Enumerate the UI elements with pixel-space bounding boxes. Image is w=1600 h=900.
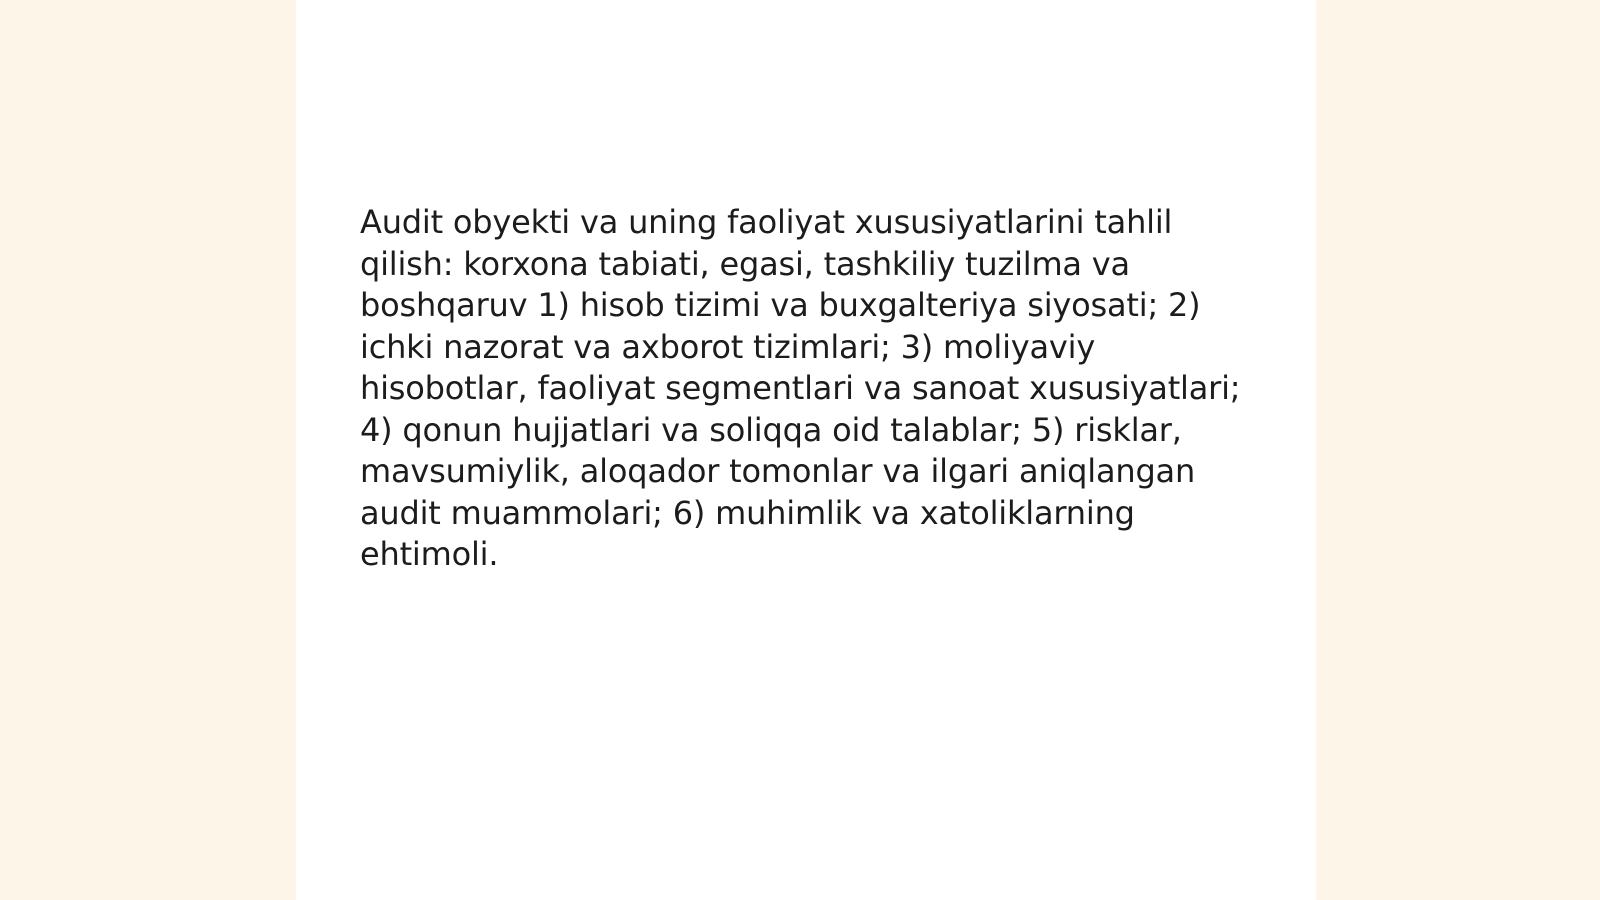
slide-canvas xyxy=(296,0,1316,900)
slide-body-text: Audit obyekti va uning faoliyat xususiyatlarini tahlil qilish: korxona tabiati, egasi, tashkiliy tuzilma va boshqaruv 1) hisob tizimi va buxgalteriya siyosati; 2) ichki nazorat va axborot tizimlari; 3) moliyaviy hisobotlar, faoliyat segmentlari va sanoat xususiyatlari; 4) qonun hujjatlari va soliqqa oid talablar; 5) risklar, mavsumiylik, aloqador tomonlar va ilgari aniqlangan audit muammolari; 6) muhimlik va xatoliklarning ehtimoli. xyxy=(360,203,1241,573)
